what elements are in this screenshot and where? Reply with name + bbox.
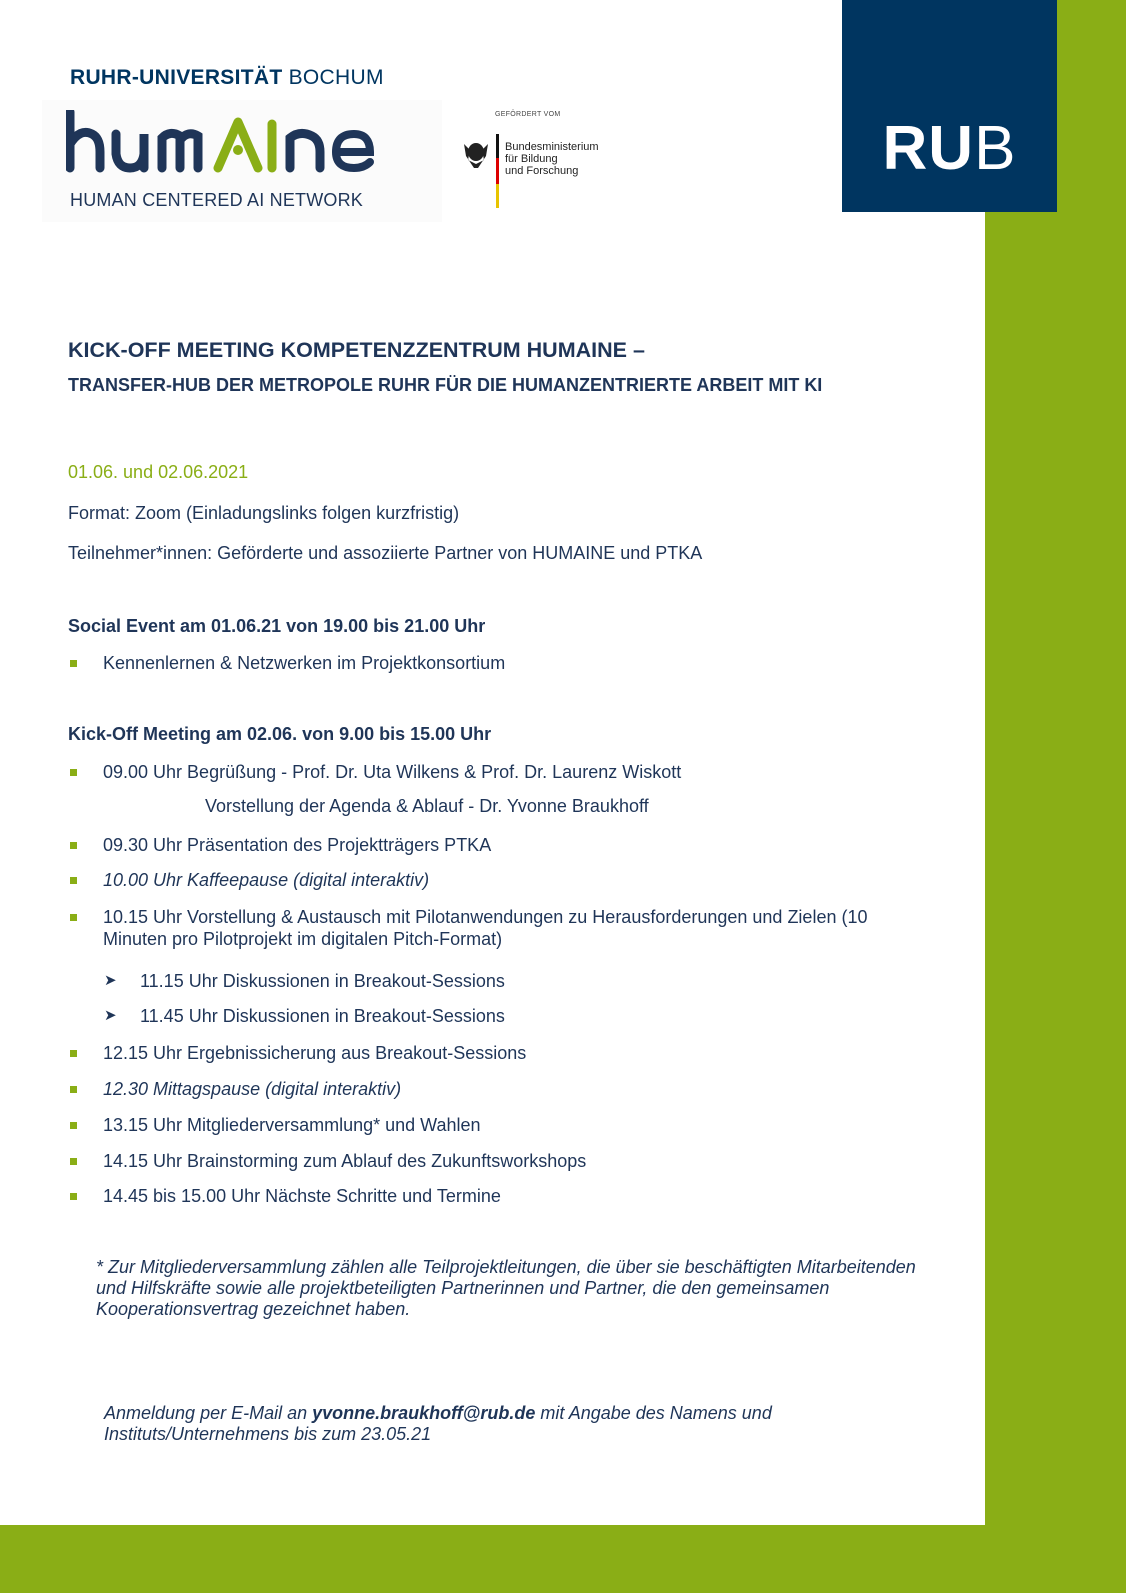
bmbf-funded-by: GEFÖRDERT VOM <box>495 111 561 118</box>
arrow-right-icon: ➤ <box>104 1007 117 1024</box>
bullet-square-icon <box>70 1158 77 1165</box>
rub-logo-text: RUB <box>882 114 1017 183</box>
university-name: RUHR-UNIVERSITÄT BOCHUM <box>70 66 384 89</box>
arrow-right-icon: ➤ <box>104 972 117 989</box>
signup-email-link[interactable]: yvonne.braukhoff@rub.de <box>312 1403 536 1423</box>
page-subtitle: TRANSFER-HUB DER METROPOLE RUHR FÜR DIE HUMANZENTRIERTE ARBEIT MIT KI <box>68 375 823 395</box>
green-bottom-band <box>0 1525 1126 1593</box>
list-item-continuation: Vorstellung der Agenda & Ablauf - Dr. Yvonne Braukhoff <box>205 796 649 816</box>
event-participants: Teilnehmer*innen: Geförderte und assoziierte Partner von HUMAINE und PTKA <box>68 543 703 563</box>
kickoff-heading: Kick-Off Meeting am 02.06. von 9.00 bis 15.00 Uhr <box>68 724 492 744</box>
bullet-square-icon <box>70 842 77 849</box>
bullet-square-icon <box>70 1086 77 1093</box>
bullet-square-icon <box>70 660 77 667</box>
humaine-tagline: HUMAN CENTERED AI NETWORK <box>70 190 364 210</box>
bullet-square-icon <box>70 877 77 884</box>
social-event-heading: Social Event am 01.06.21 von 19.00 bis 21.00 Uhr <box>68 616 486 636</box>
bullet-square-icon <box>70 1193 77 1200</box>
rub-logo <box>842 0 1057 212</box>
event-format: Format: Zoom (Einladungslinks folgen kurzfristig) <box>68 503 460 523</box>
event-date: 01.06. und 02.06.2021 <box>68 462 249 482</box>
page-title: KICK-OFF MEETING KOMPETENZZENTRUM HUMAINE – <box>68 338 645 362</box>
green-side-band <box>985 0 1126 1593</box>
bullet-square-icon <box>70 769 77 776</box>
eagle-icon <box>464 143 488 168</box>
footnote: * Zur Mitgliederversammlung zählen alle Teilprojektleitungen, die über sie beschäftigten Mitarbeitenden und Hilfskräfte sowie alle projektbeteiligten Partnerinnen und Partner, die den gemeinsamen Kooperationsvertrag gezeichnet haben. <box>96 1257 916 1319</box>
humaine-logo <box>66 110 416 178</box>
bullet-square-icon <box>70 914 77 921</box>
signup-note: Anmeldung per E-Mail an yvonne.braukhoff@rub.de mit Angabe des Namens und Instituts/Unternehmens bis zum 23.05.21 <box>104 1403 772 1444</box>
bullet-square-icon <box>70 1122 77 1129</box>
bmbf-ministry-name: Bundesministerium für Bildung und Forschung <box>505 141 599 177</box>
bullet-square-icon <box>70 1050 77 1057</box>
